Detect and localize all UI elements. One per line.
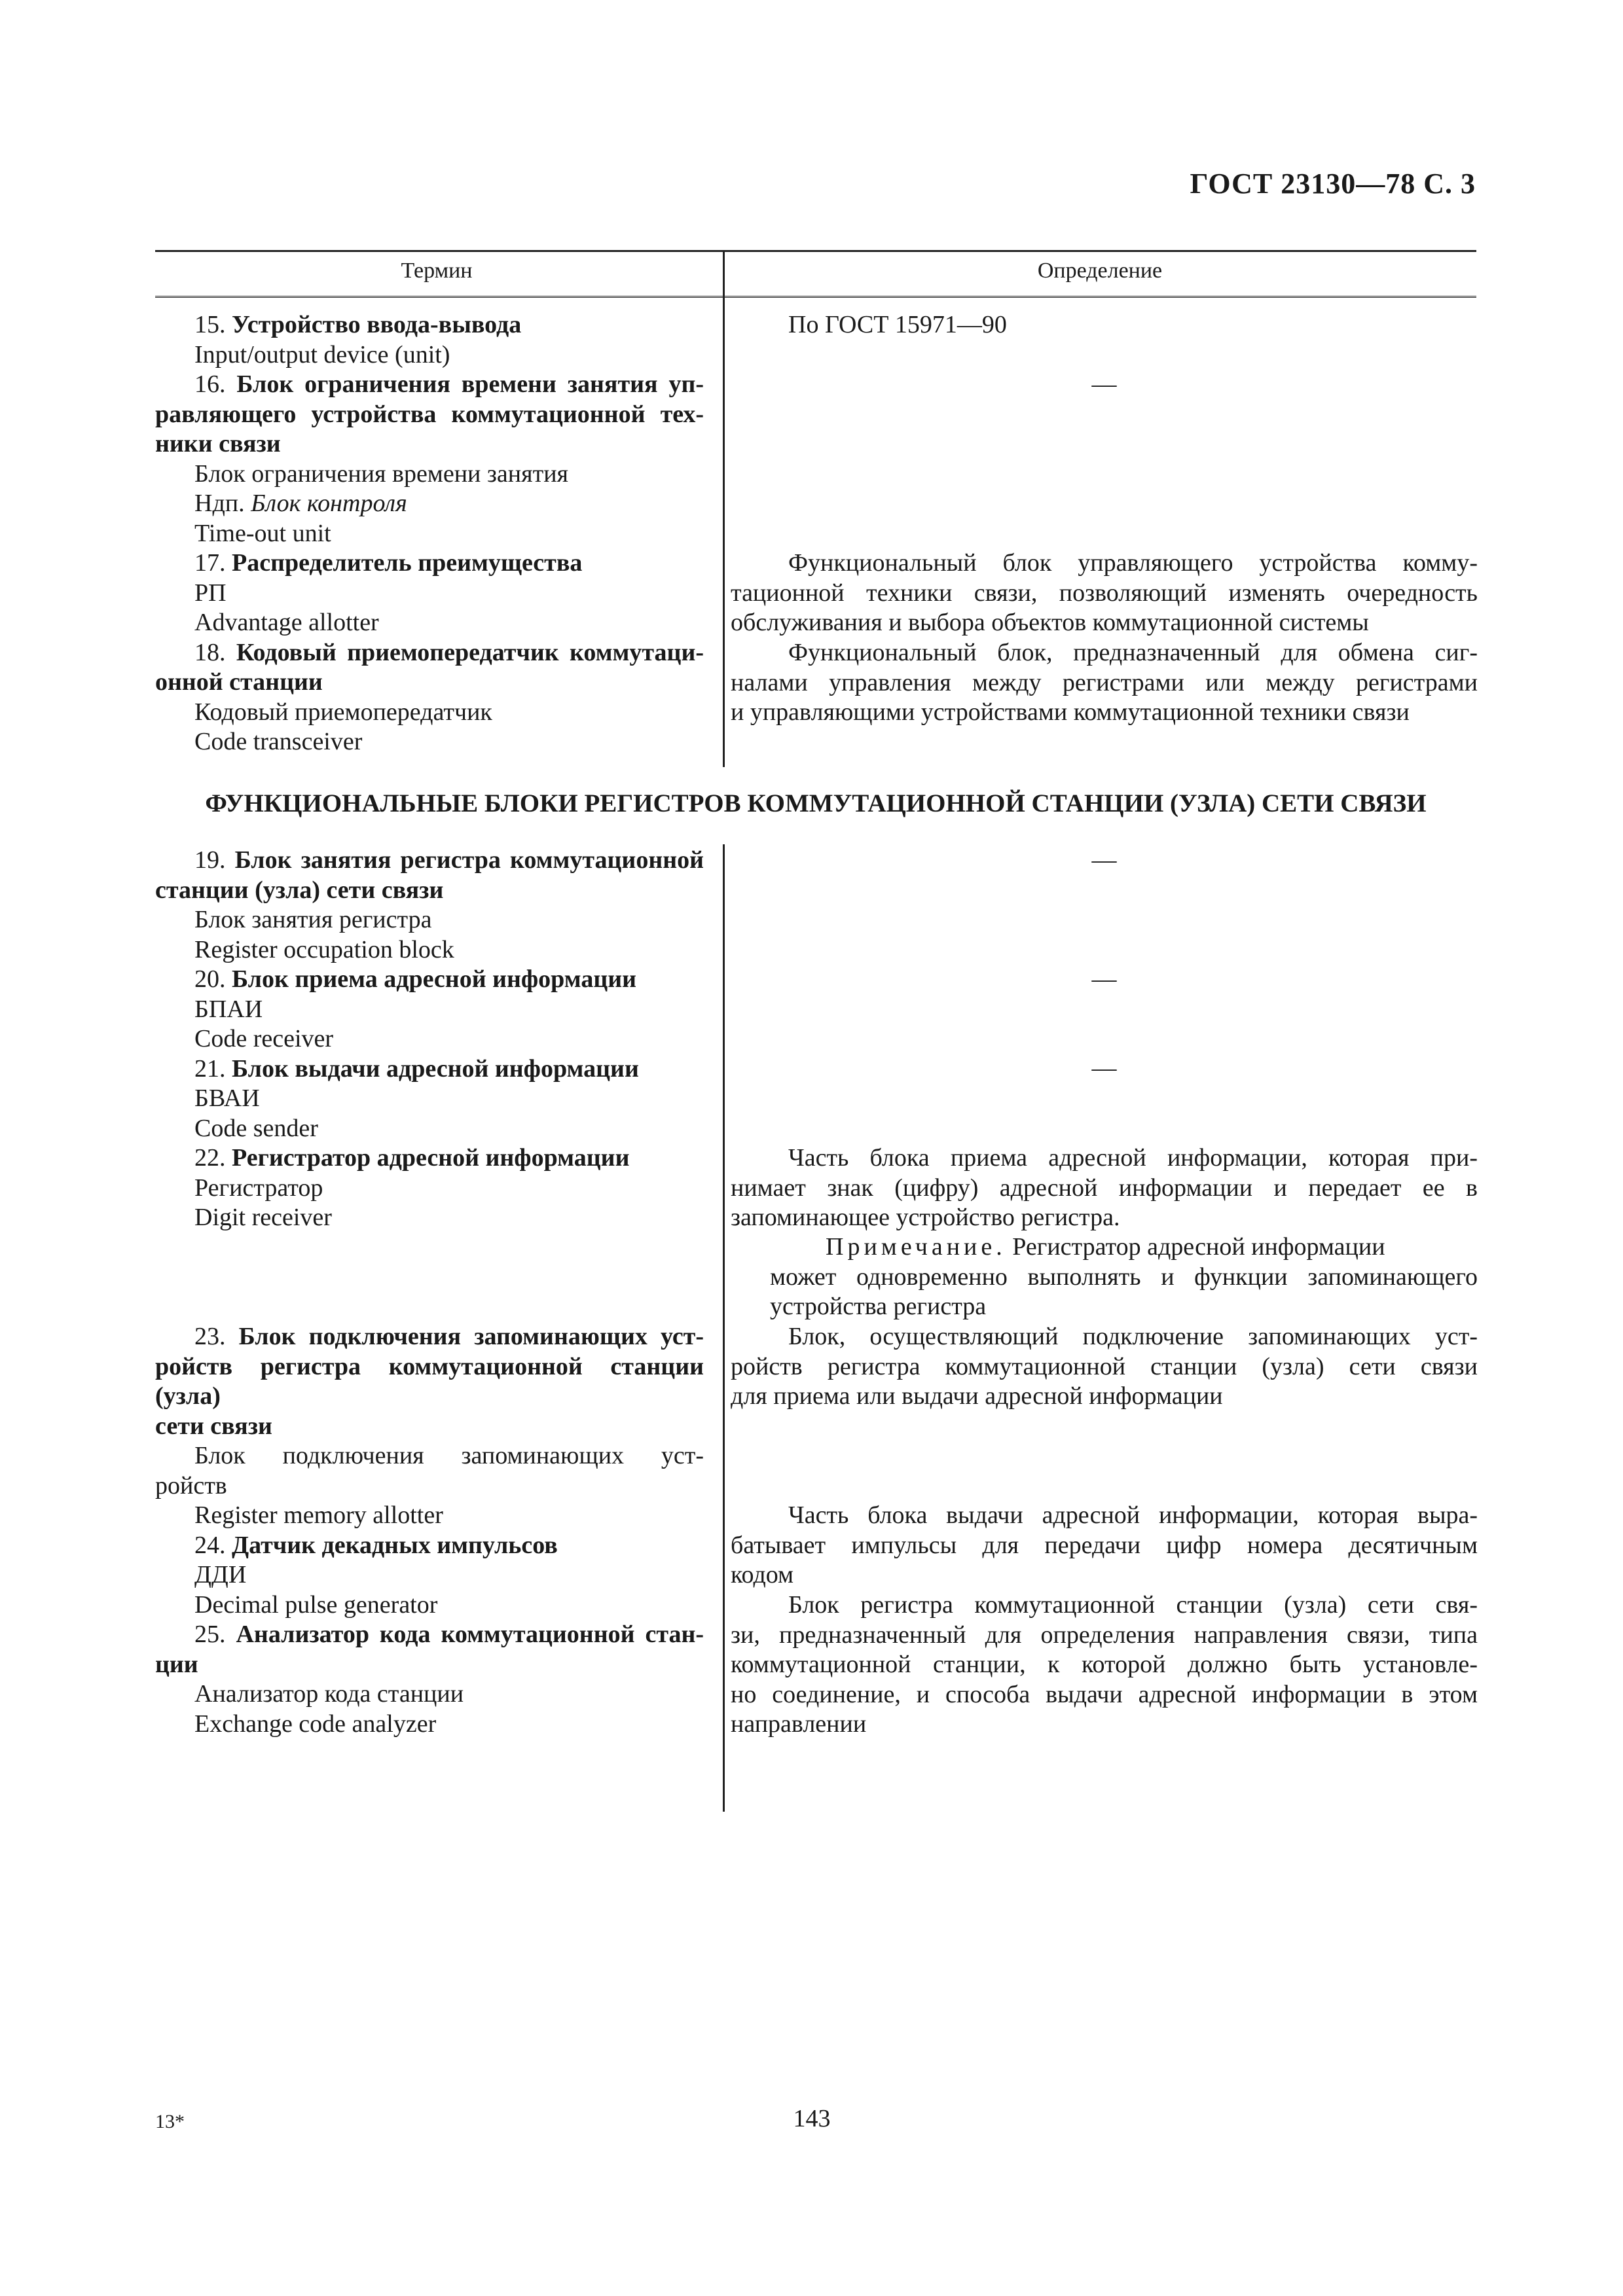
definition-column-heading: Определение	[1037, 259, 1163, 283]
term-abbreviation: БВАИ	[194, 1085, 260, 1112]
definition-20	[731, 965, 1478, 995]
term-entry-17: 17. Распределитель преимущества	[194, 549, 583, 577]
term-english: Exchange code analyzer	[194, 1710, 437, 1738]
column-divider	[723, 844, 725, 1812]
term-english: Register memory allotter	[194, 1501, 443, 1529]
definition-17	[731, 548, 1478, 638]
empty-definition-dash: —	[1091, 846, 1117, 874]
section-title: ФУНКЦИОНАЛЬНЫЕ БЛОКИ РЕГИСТРОВ КОММУТАЦИОННОЙ СТАНЦИИ (УЗЛА) СЕТИ СВЯЗИ	[205, 789, 1427, 817]
empty-definition-dash: —	[1091, 965, 1117, 993]
term-entry-25: 25. Анализатор кода коммутационной стан-	[194, 1621, 704, 1648]
definition-line: налами управления между регистрами или между регистрами	[731, 668, 1478, 696]
definition-23	[731, 1322, 1478, 1412]
definition-line: зи, предназначенный для определения направления связи, типа	[731, 1621, 1478, 1649]
term-short-form-continuation: ройств	[155, 1471, 227, 1499]
table-header	[155, 250, 1476, 298]
term-entry-19: 19. Блок занятия регистра коммутационной	[194, 846, 704, 874]
term-continuation: станции (узла) сети связи	[155, 876, 444, 904]
term-continuation: равляющего устройства коммутационной тех-	[155, 400, 704, 428]
term-english: Decimal pulse generator	[194, 1590, 438, 1619]
term-entry-16: 16. Блок ограничения времени занятия уп-	[194, 370, 704, 398]
definition-line: и управляющими устройствами коммутационной техники связи	[731, 698, 1410, 726]
column-divider	[723, 250, 725, 767]
definition-line: Часть блока выдачи адресной информации, которая выра-	[788, 1501, 1478, 1529]
definition-22-note	[731, 1232, 1478, 1322]
term-abbreviation: РП	[194, 579, 227, 607]
definition-line: запоминающее устройство регистра.	[731, 1204, 1120, 1231]
term-entry-24: 24. Датчик декадных импульсов	[194, 1531, 558, 1559]
term-short-form: Анализатор кода станции	[194, 1680, 464, 1708]
term-short-form: Регистратор	[194, 1174, 323, 1202]
definition-line: ройств регистра коммутационной станции (узла) сети связи	[731, 1352, 1478, 1380]
definition-24	[731, 1501, 1478, 1590]
term-entry-20: 20. Блок приема адресной информации	[194, 965, 637, 993]
term-english: Time-out unit	[194, 519, 331, 547]
definition-line: Блок, осуществляющий подключение запоминающих уст-	[788, 1323, 1478, 1350]
definition-line: Функциональный блок управляющего устройства комму-	[788, 549, 1478, 577]
term-entry-23: 23. Блок подключения запоминающих уст-	[194, 1323, 704, 1350]
term-english: Digit receiver	[194, 1204, 332, 1231]
definition-line: обслуживания и выбора объектов коммутационной системы	[731, 609, 1369, 636]
term-column-block1	[155, 310, 704, 757]
definition-text: По ГОСТ 15971—90	[788, 311, 1007, 338]
definition-18	[731, 638, 1478, 728]
term-continuation: онной станции	[155, 668, 323, 696]
definition-22	[731, 1143, 1478, 1233]
definition-line: но соединение, и способа выдачи адресной информации в этом	[731, 1680, 1478, 1708]
term-column-block2	[155, 846, 704, 1233]
definition-line: Блок регистра коммутационной станции (узла) сети свя-	[788, 1591, 1478, 1619]
definition-line: Часть блока приема адресной информации, которая при-	[788, 1144, 1478, 1172]
term-continuation: ники связи	[155, 430, 281, 457]
note-line: может одновременно выполнять и функции запоминающего	[770, 1263, 1478, 1291]
note-first-line: Примечание. Регистратор адресной информации	[826, 1233, 1385, 1261]
term-deprecated: Ндп. Блок контроля	[194, 490, 407, 517]
definition-line: Функциональный блок, предназначенный для обмена сиг-	[788, 639, 1478, 666]
definition-25	[731, 1590, 1478, 1740]
definition-line: кодом	[731, 1561, 794, 1588]
definition-line: нимает знак (цифру) адресной информации и передает ее в	[731, 1174, 1478, 1202]
term-entry-18: 18. Кодовый приемопередатчик коммутаци-	[194, 638, 704, 666]
term-english: Code receiver	[194, 1025, 334, 1052]
term-entry-22: 22. Регистратор адресной информации	[194, 1144, 630, 1172]
definition-line: тационной техники связи, позволяющий изменять очередность	[731, 579, 1478, 607]
term-english: Advantage allotter	[194, 609, 379, 636]
definition-line: для приема или выдачи адресной информации	[731, 1382, 1223, 1410]
term-short-form: Блок подключения запоминающих уст-	[194, 1442, 704, 1469]
term-entry-21: 21. Блок выдачи адресной информации	[194, 1054, 639, 1083]
definition-line: направлении	[731, 1710, 867, 1738]
term-short-form: Кодовый приемопередатчик	[194, 698, 492, 726]
term-abbreviation: БПАИ	[194, 995, 263, 1023]
term-entry-15: 15. Устройство ввода-вывода	[194, 311, 522, 338]
definition-15	[731, 310, 1478, 340]
term-abbreviation: ДДИ	[194, 1561, 247, 1588]
definition-line: батывает импульсы для передачи цифр номера десятичным	[731, 1531, 1478, 1559]
term-column-block3	[155, 1322, 704, 1739]
term-english: Code sender	[194, 1114, 318, 1142]
definition-16	[731, 370, 1478, 400]
page-number: 143	[793, 2105, 831, 2132]
term-column-heading: Термин	[401, 259, 473, 283]
term-english: Code transceiver	[194, 728, 363, 755]
term-short-form: Блок ограничения времени занятия	[194, 459, 569, 488]
term-continuation: ции	[155, 1650, 198, 1678]
footer-mark: 13*	[155, 2111, 185, 2132]
note-line: устройства регистра	[770, 1293, 987, 1320]
term-continuation: ройств регистра коммутационной станции (узла)	[155, 1352, 704, 1410]
term-english: Register occupation block	[194, 935, 454, 963]
empty-definition-dash: —	[1091, 1054, 1117, 1082]
definition-21	[731, 1054, 1478, 1084]
definition-19	[731, 846, 1478, 876]
term-english: Input/output device (unit)	[194, 340, 450, 368]
empty-definition-dash: —	[1091, 370, 1117, 398]
page-header: ГОСТ 23130—78 С. 3	[1190, 168, 1476, 200]
term-continuation: сети связи	[155, 1412, 272, 1440]
definition-line: коммутационной станции, к которой должно быть установле-	[731, 1651, 1478, 1678]
term-short-form: Блок занятия регистра	[194, 906, 432, 933]
